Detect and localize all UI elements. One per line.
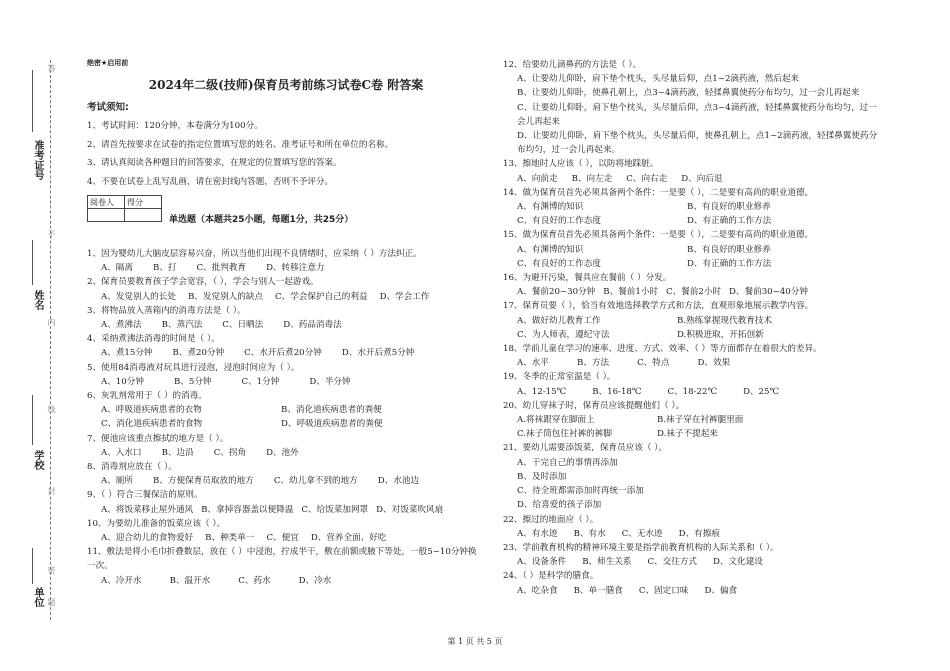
option: C、拐角 bbox=[213, 447, 247, 458]
option: C、幼儿拿不到的地方 bbox=[273, 476, 358, 487]
option: D、25℃ bbox=[743, 386, 780, 397]
option: B、及时添加 bbox=[517, 471, 567, 482]
exam-id-blank bbox=[32, 70, 33, 132]
notice-heading: 考试须知: bbox=[87, 102, 129, 113]
question-text: 17、保育员要（ ），恰当有效地选择教学方式和方法，直观形象地展示教学内容。 bbox=[503, 301, 814, 312]
options-row bbox=[503, 314, 883, 328]
seal-dashed-line bbox=[50, 60, 51, 620]
notice-item: 1、考试时间：120分钟，本卷满分为100分。 bbox=[87, 121, 263, 131]
options-row bbox=[503, 413, 883, 427]
question-text: 12、给要幼儿滴鼻药的方法是（ ）。 bbox=[503, 60, 642, 70]
option: D、池外 bbox=[266, 447, 299, 458]
option: B、边沿 bbox=[161, 447, 194, 458]
option: A、有渊博的知识 bbox=[517, 244, 584, 255]
option: B、方便保育员取放的地方 bbox=[153, 476, 254, 487]
question-text: 13、擦地时人应该（ ），以防将地踩脏。 bbox=[503, 159, 659, 170]
unit-blank bbox=[32, 548, 33, 584]
options-row bbox=[87, 403, 485, 417]
options-row bbox=[503, 328, 883, 342]
option: C、便宜 bbox=[266, 533, 299, 544]
question-text: 16、为避开污染，餐具应在餐前（ ）分发。 bbox=[503, 273, 672, 284]
option: C、无水迹 bbox=[621, 528, 663, 539]
score-cell[interactable] bbox=[88, 209, 125, 222]
question-text: 20、幼儿穿袜子时，保育员应该提醒他们（ ）。 bbox=[503, 400, 685, 411]
options-row bbox=[503, 527, 883, 541]
page-footer: 第 1 页 共 5 页 bbox=[447, 637, 503, 646]
question-text: 11、敷法是将小毛巾折叠数层，放在（ ）中浸泡，拧成半干，敷在前额或腋下等处，一般5~10分钟换一次。 bbox=[87, 547, 477, 572]
page-title: 2024年二级(技师)保育员考前练习试卷C卷 附答案 bbox=[148, 78, 424, 92]
option: D、效果 bbox=[697, 358, 731, 369]
options-row bbox=[503, 243, 883, 257]
option: B、师生关系 bbox=[582, 557, 632, 568]
question-text: 24、（ ）是科学的膳食。 bbox=[503, 571, 599, 582]
option: D、对饭菜吹风扇 bbox=[376, 504, 444, 515]
question-text: 23、学前教育机构的精神环境主要是指学前教育机构的人际关系和（ ）。 bbox=[503, 542, 779, 553]
option: A、煮15分钟 bbox=[101, 348, 153, 359]
option: B、发觉别人的缺点 bbox=[187, 291, 264, 302]
question-text: 10、为要幼儿准备的饭菜应该（ ）。 bbox=[87, 518, 226, 529]
option: B.袜子穿在衬裤腿里面 bbox=[657, 415, 744, 426]
option: D、冷水 bbox=[298, 575, 332, 586]
notice-item: 3、请认真阅读各种题目的回答要求，在规定的位置填写您的答案。 bbox=[87, 158, 342, 168]
option: A、做好幼儿教育工作 bbox=[517, 315, 601, 326]
option: B、有良好的职业修养 bbox=[687, 244, 771, 255]
option: C、让要幼儿仰卧，肩下垫个枕头，头尽量后仰，点3~4滴药液，轻揉鼻翼使药分布均匀，过一会儿再起来 bbox=[517, 102, 877, 127]
score-box bbox=[87, 195, 485, 231]
option: C、特点 bbox=[637, 358, 670, 369]
option: A、煮沸法 bbox=[101, 320, 142, 331]
options-row bbox=[503, 584, 883, 598]
option: D、向后退 bbox=[681, 173, 723, 184]
option: C、药水 bbox=[238, 575, 271, 586]
options-row bbox=[87, 375, 485, 389]
question-text: 4、采纳煮沸法消毒的时间是（ ）。 bbox=[87, 334, 220, 345]
option: B、打 bbox=[153, 263, 177, 274]
options-row bbox=[87, 446, 485, 460]
question-text: 5、使用84消毒液对玩具进行浸泡，浸泡时间应为（ ）。 bbox=[87, 362, 300, 373]
question-text: 3、将物品放入蒸箱内的消毒方法是（ ）。 bbox=[87, 305, 246, 316]
option: B、消化道疾病患者的粪便 bbox=[281, 405, 382, 416]
option: A、入水口 bbox=[101, 447, 142, 458]
option: B、单一膳食 bbox=[573, 585, 623, 596]
option: A、让要幼儿仰卧，肩下垫个枕头，头尽量后仰，点1~2滴药液，然后起来 bbox=[517, 74, 800, 85]
option: D、有正确的工作方法 bbox=[687, 258, 772, 269]
option: D、文化建设 bbox=[713, 557, 763, 568]
seal-mark: 题 bbox=[47, 598, 56, 606]
option: B.熟练掌握现代教育技术 bbox=[677, 315, 772, 326]
margin-label-exam-id: 准考证号 bbox=[32, 140, 43, 180]
seal-mark: 不 bbox=[47, 230, 56, 238]
option: C、交往方式 bbox=[647, 557, 698, 568]
question-text: 8、消毒剂应放在（ ）。 bbox=[87, 462, 177, 473]
seal-mark: 内 bbox=[47, 318, 56, 326]
option: C、消化道疾病患者的食物 bbox=[101, 419, 203, 430]
question-text: 15、做为保育员首先必须具备两个条件：一是要（ ），二是要有高尚的职业道德。 bbox=[503, 230, 814, 241]
option: A、餐前20~30分钟 bbox=[517, 287, 596, 298]
name-blank bbox=[32, 240, 33, 285]
option: A、迎合幼儿的食物爱好 bbox=[101, 533, 194, 544]
option: D、给喜爱的孩子添加 bbox=[517, 500, 602, 511]
option: C、日晒法 bbox=[222, 320, 264, 331]
options-row bbox=[87, 474, 485, 488]
options-row bbox=[503, 555, 883, 569]
option: C、水开后煮20分钟 bbox=[244, 348, 322, 359]
question-text: 1、因为婴幼儿大脑皮层容易兴奋，所以当他们出现不良情绪时，应采纳（ ）方法纠正。 bbox=[87, 249, 422, 259]
question-text: 7、便池应该重点擦拭的地方是（ ）。 bbox=[87, 433, 229, 444]
option: C、待全班都需添加时再统一添加 bbox=[517, 486, 644, 497]
option: B、5分钟 bbox=[173, 376, 212, 387]
option: A、隔离 bbox=[101, 263, 133, 274]
seal-mark: 答 bbox=[47, 64, 56, 72]
seal-mark: 封 bbox=[47, 487, 56, 495]
score-table bbox=[87, 195, 162, 222]
option: B、餐前1小时 bbox=[603, 287, 659, 298]
option: D、药品消毒法 bbox=[283, 320, 342, 331]
options-row bbox=[87, 261, 485, 275]
binding-margin bbox=[0, 0, 75, 671]
option: B、拿掉容器盖以便降温 bbox=[201, 504, 294, 515]
option: A、水平 bbox=[517, 358, 549, 369]
right-column bbox=[503, 58, 883, 598]
option: A、12-15℃ bbox=[517, 386, 567, 397]
margin-label-unit: 单位 bbox=[32, 587, 43, 607]
options-row bbox=[87, 574, 485, 588]
option: D、有正确的工作方法 bbox=[687, 216, 772, 227]
option: B、16-18℃ bbox=[592, 386, 642, 397]
seal-mark: 线 bbox=[47, 405, 56, 413]
option: B、种类单一 bbox=[205, 533, 255, 544]
option: D、营养全面、好吃 bbox=[310, 533, 387, 544]
option: C、为人师表，遵纪守法 bbox=[517, 329, 610, 340]
option: C、学会保护自己的利益 bbox=[275, 291, 368, 302]
question-text: 2、保育员要教育孩子学会宽容，（ ），学会与别人一起游戏。 bbox=[87, 277, 319, 288]
option: C、固定口味 bbox=[638, 585, 689, 596]
option: A、干完自己的事情再添加 bbox=[517, 457, 618, 468]
options-row bbox=[503, 214, 883, 228]
option: C、批判教育 bbox=[196, 263, 247, 274]
option: D、偏食 bbox=[704, 585, 738, 596]
option: A、冷开水 bbox=[101, 575, 142, 586]
option: D、餐前30~40分钟 bbox=[729, 287, 808, 298]
option: C、给饭菜加网罩 bbox=[301, 504, 369, 515]
option: C、18-22℃ bbox=[667, 386, 718, 397]
question-text: 9、（ ）符合三餐保洁的原则。 bbox=[87, 490, 203, 501]
margin-label-school: 学校 bbox=[32, 450, 43, 470]
options-row bbox=[503, 356, 883, 370]
option: C、有良好的工作态度 bbox=[517, 216, 601, 227]
option: B、让要幼儿仰卧，使鼻孔朝上，点3~4滴药液，轻揉鼻翼使药分布均匀，过一会儿再起来 bbox=[517, 88, 860, 99]
question-text: 21、要幼儿需要添饭菜，保育员应该（ ）。 bbox=[503, 443, 668, 454]
question-text: 6、灰乳剂常用于（ ）的消毒。 bbox=[87, 391, 207, 402]
options-row bbox=[87, 346, 485, 360]
option: B、有水 bbox=[573, 528, 606, 539]
options-row bbox=[503, 257, 883, 271]
options-row bbox=[503, 427, 883, 441]
question-text: 18、学前儿童在学习的速率、进度、方式、效率、（ ）等方面都存在着很大的差异。 bbox=[503, 344, 822, 355]
options-row bbox=[503, 172, 883, 186]
option: C.袜子筒包住衬裤的裤脚 bbox=[517, 429, 612, 440]
option: C、1分钟 bbox=[241, 376, 280, 387]
option: D、半分钟 bbox=[309, 376, 351, 387]
score-col-score: 得分 bbox=[125, 196, 162, 209]
option: A.将袜跟穿在脚面上 bbox=[517, 415, 595, 426]
option: A、10分钟 bbox=[101, 376, 144, 387]
option: C、餐前2小时 bbox=[666, 287, 722, 298]
option: D、让要幼儿仰卧，肩下垫个枕头，头尽量后仰，使鼻孔朝上，点1~2滴药液，轻揉鼻翼使药分布均匀，过一会儿再起来。 bbox=[517, 131, 878, 156]
options-row bbox=[503, 385, 883, 399]
option: B、温开水 bbox=[169, 575, 211, 586]
option: A、将饭菜移止屋外通风 bbox=[101, 504, 194, 515]
score-col-grader: 阅卷人 bbox=[88, 196, 125, 209]
options-row bbox=[503, 200, 883, 214]
option: D、学会工作 bbox=[379, 291, 430, 302]
option: B、向左走 bbox=[571, 173, 613, 184]
notice-item: 4、不要在试卷上乱写乱画，请在密封线内答题，否则不予评分。 bbox=[87, 176, 334, 187]
options-row bbox=[87, 503, 485, 517]
option: D.积极进取，开拓创新 bbox=[677, 329, 764, 340]
notice-list bbox=[87, 117, 485, 191]
option: D、水池边 bbox=[377, 476, 420, 487]
option: A、发觉别人的长处 bbox=[101, 291, 176, 302]
school-blank bbox=[32, 395, 33, 445]
option: D、水开后煮5分钟 bbox=[341, 348, 415, 359]
notice-item: 2、请首先按要求在试卷的指定位置填写您的姓名、准考证号和所在单位的名称。 bbox=[87, 139, 394, 150]
options-row bbox=[87, 318, 485, 332]
option: A、呼吸道疾病患者的衣物 bbox=[101, 405, 202, 416]
question-text: 14、做为保育员首先必须具备两个条件：一是要（ ），二是要有高尚的职业道德。 bbox=[503, 187, 814, 198]
seal-mark: 密 bbox=[47, 566, 56, 574]
option: A、设备条件 bbox=[517, 557, 567, 568]
options-row bbox=[503, 285, 883, 299]
question-text: 22、擦过的地面应（ ）。 bbox=[503, 514, 599, 525]
option: B、蒸汽法 bbox=[161, 320, 203, 331]
option: C、有良好的工作态度 bbox=[517, 258, 601, 269]
question-text: 19、冬季的正常室温是（ ）。 bbox=[503, 372, 616, 383]
score-cell[interactable] bbox=[125, 209, 162, 222]
section-title: 单选题（本题共25小题，每题1分，共25分） bbox=[169, 215, 354, 225]
option: D、有擦痕 bbox=[678, 528, 720, 539]
left-column bbox=[87, 58, 485, 588]
option: A、吃杂食 bbox=[517, 585, 558, 596]
options-row bbox=[87, 417, 485, 431]
option: C、向右走 bbox=[626, 173, 668, 184]
option: A、向前走 bbox=[517, 173, 558, 184]
secret-label: 绝密★启用前 bbox=[87, 59, 129, 67]
options-row bbox=[87, 531, 485, 545]
margin-label-name: 姓名 bbox=[32, 290, 43, 310]
option: B、有良好的职业修养 bbox=[687, 202, 771, 213]
option: D.袜子不提起来 bbox=[657, 429, 718, 440]
option: B、方法 bbox=[577, 358, 610, 369]
options-row bbox=[87, 290, 485, 304]
option: A、有渊博的知识 bbox=[517, 202, 584, 213]
option: B、煮20分钟 bbox=[172, 348, 225, 359]
option: A、厕所 bbox=[101, 476, 133, 487]
option: A、有水迹 bbox=[517, 528, 558, 539]
option: D、转移注意力 bbox=[266, 263, 325, 274]
option: D、呼吸道疾病患者的粪便 bbox=[281, 419, 383, 430]
